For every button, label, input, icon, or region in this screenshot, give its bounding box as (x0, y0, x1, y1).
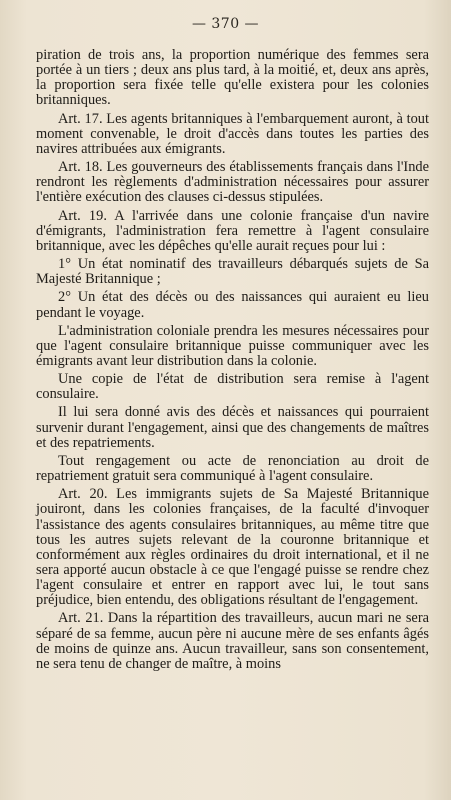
paragraph-article-19-item-1: 1° Un état nominatif des travailleurs débarqués sujets de Sa Majesté Britannique ; (36, 256, 429, 288)
paragraph-article-18: Art. 18. Les gouverneurs des établissements français dans l'Inde rendront les règlements d'administration nécessaires pour assurer l'entière exécution des clauses ci-dessus stipulées. (36, 159, 429, 206)
page-body (36, 48, 429, 675)
paragraph-article-19-copie: Une copie de l'état de distribution sera remise à l'agent consulaire. (36, 371, 429, 403)
paragraph-article-17: Art. 17. Les agents britanniques à l'embarquement auront, à tout moment convenable, le droit d'accès dans toutes les parties des navires attribuées aux émigrants. (36, 110, 429, 157)
paragraph-article-19-administration: L'administration coloniale prendra les mesures nécessaires pour que l'agent consulaire britannique puisse communiquer avec les émigrants avant leur distribution dans la colonie. (36, 322, 429, 369)
paragraph-continuation: piration de trois ans, la proportion numérique des femmes sera portée à un tiers ; deux ans plus tard, à la moitié, et, deux ans après, la proportion sera fixée telle qu'elle existera pour les colonies britanniques. (36, 47, 429, 109)
paragraph-article-21: Art. 21. Dans la répartition des travailleurs, aucun mari ne sera séparé de sa femme, aucun père ni aucune mère de ses enfants âgés de moins de quinze ans. Aucun travailleur, sans son consentement, ne sera tenu de changer de maître, à moins (36, 610, 429, 672)
paragraph-article-19-rengagement: Tout rengagement ou acte de renonciation au droit de repatriement gratuit sera communiqué à l'agent consulaire. (36, 452, 429, 485)
paragraph-article-19-avis: Il lui sera donné avis des décès et naissances qui pourraient survenir durant l'engagement, ainsi que des changements de maîtres et des repatriements. (36, 404, 429, 451)
paragraph-article-20: Art. 20. Les immigrants sujets de Sa Majesté Britannique jouiront, dans les colonies françaises, de la faculté d'invoquer l'assistance des agents consulaires britanniques, au même titre que tous les autres sujets relevant de la couronne britannique et conformément aux règles ordinaires du droit international, et il ne sera apporté aucun obstacle à ce que l'engagé puisse se rendre chez l'agent consulaire et entrer en rapport avec lui, le tout sans préjudice, bien entendu, des obligations résultant de l'engagement. (36, 486, 429, 609)
page-number: — 370 — (191, 16, 260, 32)
paragraph-article-19-item-2: 2° Un état des décès ou des naissances qui auraient eu lieu pendant le voyage. (36, 289, 429, 321)
paragraph-article-19: Art. 19. A l'arrivée dans une colonie française d'un navire d'émigrants, l'administration fera remettre à l'agent consulaire britannique, avec les dépêches qu'elle aurait reçues pour lui : (36, 207, 429, 254)
